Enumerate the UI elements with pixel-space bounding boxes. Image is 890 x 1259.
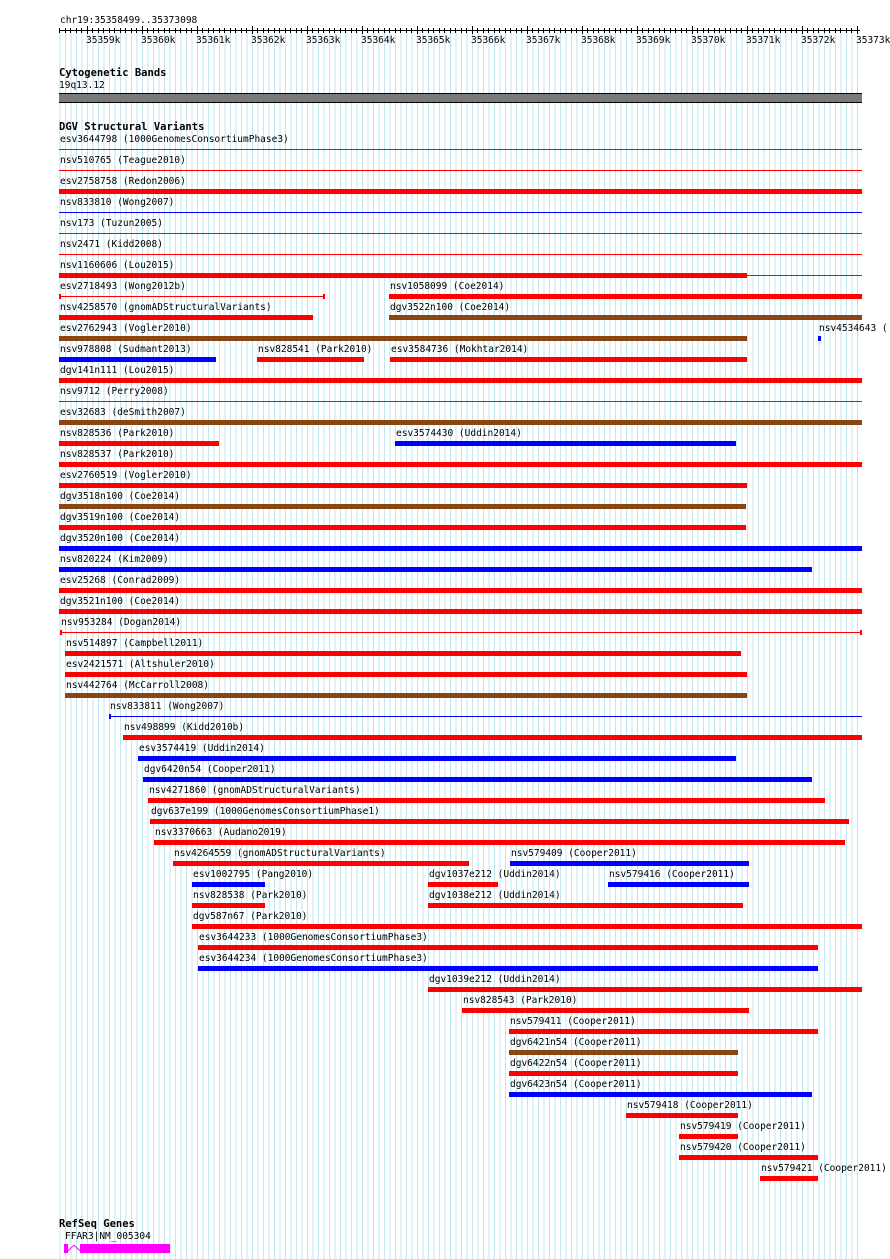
- variant-label: nsv828543 (Park2010): [463, 995, 578, 1006]
- variant-label: nsv828538 (Park2010): [193, 890, 308, 901]
- variant-label: nsv498899 (Kidd2010b): [124, 722, 245, 733]
- variant-feature[interactable]: [59, 149, 862, 150]
- cytoband-label: 19q13.12: [59, 80, 105, 91]
- variant-label: nsv833811 (Wong2007): [110, 701, 225, 712]
- variant-label: dgv3521n100 (Coe2014): [60, 596, 181, 607]
- variant-feature[interactable]: [760, 1176, 818, 1181]
- variant-feature[interactable]: [59, 254, 862, 255]
- variant-feature[interactable]: [59, 401, 862, 402]
- ruler-tick-label: 35372k: [801, 35, 836, 46]
- variant-label: nsv828541 (Park2010): [258, 344, 373, 355]
- cytoband-track-title: Cytogenetic Bands: [59, 67, 167, 79]
- variant-feature[interactable]: [59, 170, 862, 171]
- variant-feature[interactable]: [428, 903, 743, 908]
- variant-label: nsv173 (Tuzun2005): [60, 218, 163, 229]
- variant-feature[interactable]: [59, 189, 862, 194]
- variant-feature[interactable]: [395, 441, 736, 446]
- refseq-track-title: RefSeq Genes: [59, 1218, 135, 1230]
- variant-feature[interactable]: [59, 567, 812, 572]
- variant-feature[interactable]: [198, 945, 818, 950]
- variant-feature[interactable]: [148, 798, 825, 803]
- variant-label: nsv953284 (Dogan2014): [61, 617, 182, 628]
- variant-feature[interactable]: [109, 714, 111, 719]
- variant-feature[interactable]: [509, 1029, 818, 1034]
- variant-feature[interactable]: [150, 819, 849, 824]
- variant-label: dgv1039e212 (Uddin2014): [429, 974, 561, 985]
- variant-feature[interactable]: [60, 630, 62, 635]
- variant-label: nsv579420 (Cooper2011): [680, 1142, 806, 1153]
- variant-feature[interactable]: [59, 296, 325, 297]
- gene-intron: [68, 1245, 80, 1251]
- variant-feature[interactable]: [510, 861, 749, 866]
- variant-label: esv2762943 (Vogler2010): [60, 323, 192, 334]
- variant-feature[interactable]: [59, 504, 746, 509]
- variant-feature[interactable]: [59, 273, 747, 278]
- variant-label: esv3574430 (Uddin2014): [396, 428, 522, 439]
- variant-feature[interactable]: [389, 315, 862, 320]
- variant-feature[interactable]: [173, 861, 469, 866]
- variant-feature[interactable]: [59, 336, 747, 341]
- variant-label: esv3644798 (1000GenomesConsortiumPhase3): [60, 134, 289, 145]
- variant-feature[interactable]: [626, 1113, 738, 1118]
- variant-feature[interactable]: [59, 483, 747, 488]
- variant-label: dgv6422n54 (Cooper2011): [510, 1058, 642, 1069]
- variant-feature[interactable]: [509, 1092, 812, 1097]
- variant-label: nsv579421 (Cooper2011): [761, 1163, 887, 1174]
- ruler-tick-label: 35362k: [251, 35, 286, 46]
- variant-label: nsv4264559 (gnomADStructuralVariants): [174, 848, 386, 859]
- variant-label: nsv978808 (Sudmant2013): [60, 344, 192, 355]
- variant-feature[interactable]: [59, 546, 862, 551]
- variant-feature[interactable]: [109, 716, 862, 717]
- variant-feature[interactable]: [65, 693, 747, 698]
- ruler-tick-label: 35367k: [526, 35, 561, 46]
- variant-label: nsv1058099 (Coe2014): [390, 281, 505, 292]
- variant-feature[interactable]: [59, 378, 862, 383]
- variant-feature[interactable]: [608, 882, 749, 887]
- variant-label: dgv3522n100 (Coe2014): [390, 302, 511, 313]
- variant-label: nsv514897 (Campbell2011): [66, 638, 204, 649]
- variant-label: dgv3520n100 (Coe2014): [60, 533, 181, 544]
- variant-label: esv3644234 (1000GenomesConsortiumPhase3): [199, 953, 428, 964]
- variant-feature[interactable]: [59, 315, 313, 320]
- variant-label: esv2758758 (Redon2006): [60, 176, 186, 187]
- variant-label: esv3644233 (1000GenomesConsortiumPhase3): [199, 932, 428, 943]
- variant-feature[interactable]: [143, 777, 812, 782]
- variant-label: nsv510765 (Teague2010): [60, 155, 186, 166]
- variant-label: nsv4258570 (gnomADStructuralVariants): [60, 302, 272, 313]
- variant-feature[interactable]: [679, 1134, 738, 1139]
- variant-feature[interactable]: [192, 903, 265, 908]
- variant-label: esv3574419 (Uddin2014): [139, 743, 265, 754]
- variant-label: nsv833810 (Wong2007): [60, 197, 175, 208]
- dgv-track-title: DGV Structural Variants: [59, 121, 205, 133]
- variant-label: esv2760519 (Vogler2010): [60, 470, 192, 481]
- variant-feature[interactable]: [509, 1071, 738, 1076]
- variant-label: nsv4534643 (: [819, 323, 888, 334]
- variant-feature[interactable]: [860, 630, 862, 635]
- variant-feature[interactable]: [123, 735, 862, 740]
- variant-feature[interactable]: [198, 966, 818, 971]
- variant-feature[interactable]: [59, 294, 61, 299]
- variant-label: nsv9712 (Perry2008): [60, 386, 169, 397]
- ruler-tick-label: 35366k: [471, 35, 506, 46]
- variant-feature[interactable]: [428, 987, 862, 992]
- variant-feature[interactable]: [390, 357, 747, 362]
- variant-feature[interactable]: [59, 212, 862, 213]
- variant-feature[interactable]: [257, 357, 364, 362]
- variant-label: nsv4271860 (gnomADStructuralVariants): [149, 785, 361, 796]
- variant-label: dgv637e199 (1000GenomesConsortiumPhase1): [151, 806, 380, 817]
- ruler-tick-label: 35360k: [141, 35, 176, 46]
- variant-label: dgv587n67 (Park2010): [193, 911, 308, 922]
- variant-label: esv25268 (Conrad2009): [60, 575, 181, 586]
- variant-feature[interactable]: [65, 672, 747, 677]
- variant-label: esv2421571 (Altshuler2010): [66, 659, 215, 670]
- variant-feature[interactable]: [192, 924, 862, 929]
- variant-feature[interactable]: [59, 609, 862, 614]
- variant-label: nsv579419 (Cooper2011): [680, 1121, 806, 1132]
- variant-feature[interactable]: [323, 294, 325, 299]
- variant-feature[interactable]: [462, 1008, 749, 1013]
- region-label: chr19:35358499..35373098: [60, 15, 198, 26]
- variant-feature[interactable]: [192, 882, 265, 887]
- variant-label: nsv828536 (Park2010): [60, 428, 175, 439]
- variant-label: nsv3370663 (Audano2019): [155, 827, 287, 838]
- variant-label: dgv6421n54 (Cooper2011): [510, 1037, 642, 1048]
- variant-label: dgv6423n54 (Cooper2011): [510, 1079, 642, 1090]
- ruler-tick-label: 35371k: [746, 35, 781, 46]
- variant-label: nsv1160606 (Lou2015): [60, 260, 175, 271]
- variant-label: esv3584736 (Mokhtar2014): [391, 344, 529, 355]
- ruler-tick-label: 35370k: [691, 35, 726, 46]
- ruler-tick-label: 35365k: [416, 35, 451, 46]
- variant-feature[interactable]: [428, 882, 498, 887]
- variant-label: nsv2471 (Kidd2008): [60, 239, 163, 250]
- variant-label: nsv579411 (Cooper2011): [510, 1016, 636, 1027]
- variant-label: dgv1038e212 (Uddin2014): [429, 890, 561, 901]
- variant-feature[interactable]: [59, 420, 862, 425]
- ruler-tick-label: 35373k: [856, 35, 890, 46]
- variant-feature[interactable]: [59, 525, 746, 530]
- variant-feature[interactable]: [679, 1155, 818, 1160]
- variant-feature[interactable]: [138, 756, 736, 761]
- variant-feature[interactable]: [154, 840, 845, 845]
- variant-feature[interactable]: [59, 441, 219, 446]
- ruler-tick-label: 35363k: [306, 35, 341, 46]
- variant-feature[interactable]: [59, 588, 862, 593]
- ruler-tick-label: 35369k: [636, 35, 671, 46]
- variant-label: dgv3518n100 (Coe2014): [60, 491, 181, 502]
- variant-label: dgv141n111 (Lou2015): [60, 365, 175, 376]
- variant-feature[interactable]: [509, 1050, 738, 1055]
- ruler-tick-label: 35359k: [86, 35, 121, 46]
- variant-label: nsv442764 (McCarroll2008): [66, 680, 209, 691]
- variant-label: esv32683 (deSmith2007): [60, 407, 186, 418]
- refseq-gene-label: FFAR3|NM_005304: [65, 1231, 151, 1242]
- variant-feature[interactable]: [60, 632, 862, 633]
- variant-label: nsv828537 (Park2010): [60, 449, 175, 460]
- variant-feature[interactable]: [59, 233, 862, 234]
- ruler-tick-label: 35361k: [196, 35, 231, 46]
- variant-label: nsv579416 (Cooper2011): [609, 869, 735, 880]
- variant-feature[interactable]: [818, 336, 821, 341]
- ruler-tick-label: 35368k: [581, 35, 616, 46]
- variant-label: dgv3519n100 (Coe2014): [60, 512, 181, 523]
- gene-exon[interactable]: [80, 1244, 170, 1253]
- variant-label: dgv1037e212 (Uddin2014): [429, 869, 561, 880]
- variant-feature[interactable]: [389, 294, 862, 299]
- variant-label: nsv579418 (Cooper2011): [627, 1100, 753, 1111]
- variant-label: esv2718493 (Wong2012b): [60, 281, 186, 292]
- variant-feature[interactable]: [65, 651, 741, 656]
- variant-feature[interactable]: [59, 462, 862, 467]
- variant-label: dgv6420n54 (Cooper2011): [144, 764, 276, 775]
- variant-label: nsv820224 (Kim2009): [60, 554, 169, 565]
- variant-label: nsv579409 (Cooper2011): [511, 848, 637, 859]
- ruler-tick-label: 35364k: [361, 35, 396, 46]
- variant-label: esv1002795 (Pang2010): [193, 869, 314, 880]
- variant-feature[interactable]: [59, 357, 216, 362]
